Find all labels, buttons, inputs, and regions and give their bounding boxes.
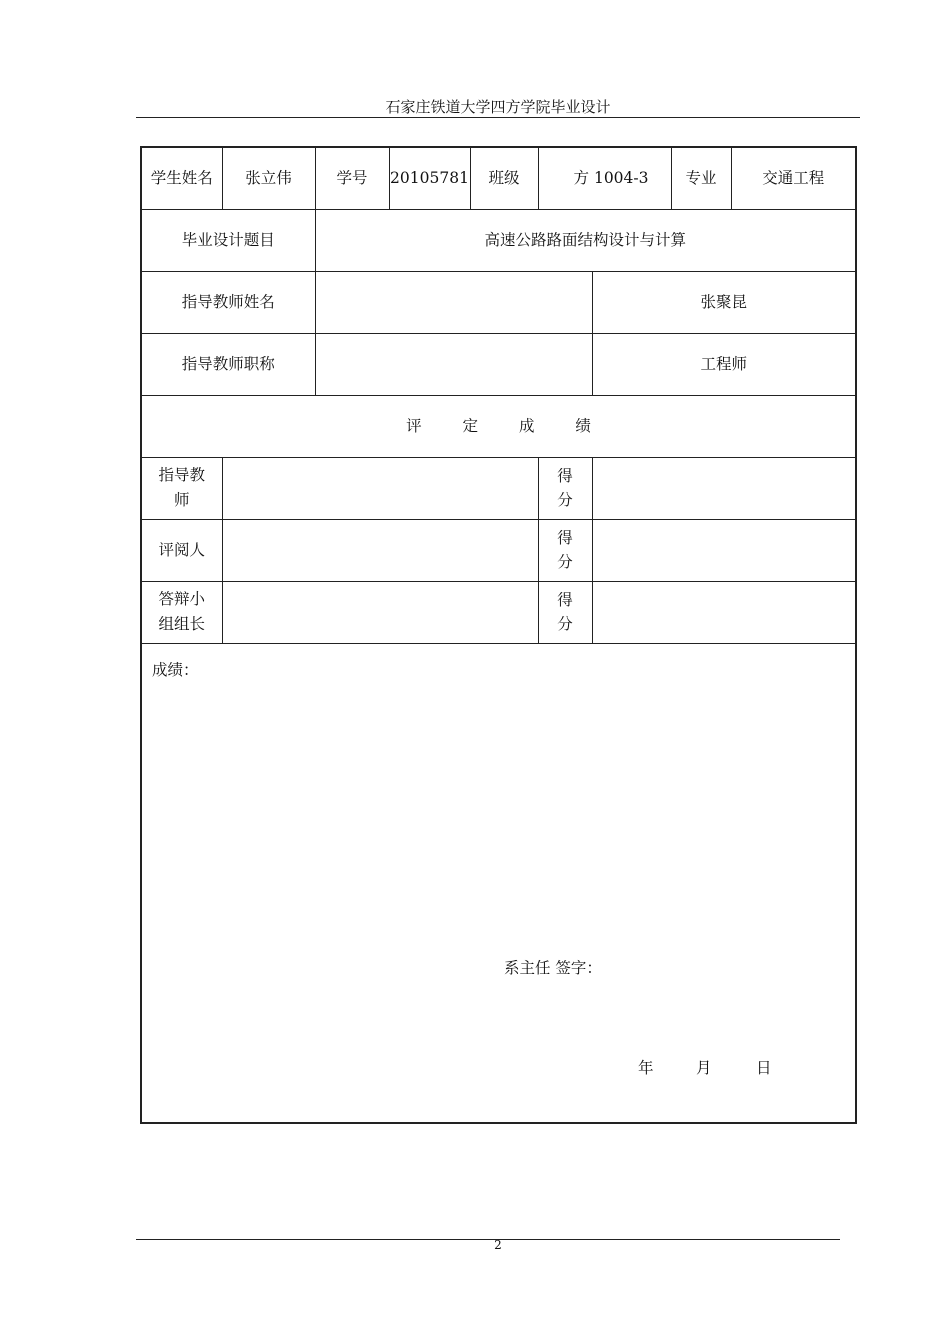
score-label-cell: [538, 457, 592, 519]
major-value: 交通工程: [731, 147, 856, 209]
score-role-defense-leader: 答辩小组组长: [158, 590, 205, 633]
class-value: 方 1004-3: [538, 147, 671, 209]
class-label: 班级: [470, 147, 538, 209]
evaluation-heading-row: [141, 395, 856, 457]
advisor-name-value: 张聚昆: [592, 271, 856, 333]
advisor-title-value: 工程师: [592, 333, 856, 395]
advisor-name-row: [141, 271, 856, 333]
score-role-cell: [141, 457, 222, 519]
score-row-advisor: [141, 457, 856, 519]
evaluation-form-table: [140, 146, 857, 1124]
advisor-name-label: 指导教师姓名: [141, 271, 315, 333]
score-label-cell: [538, 519, 592, 581]
score-row-reviewer: [141, 519, 856, 581]
major-label: 专业: [671, 147, 731, 209]
advisor-title-blank-cell: [315, 333, 592, 395]
advisor-name-blank-cell: [315, 271, 592, 333]
score-row-defense-leader: [141, 581, 856, 643]
score-label-advisor: 得分: [557, 467, 573, 509]
advisor-title-label: 指导教师职称: [141, 333, 315, 395]
page-header-title: 石家庄铁道大学四方学院毕业设计: [385, 98, 611, 116]
score-comment-cell: [222, 457, 538, 519]
thesis-title-label: 毕业设计题目: [141, 209, 315, 271]
department-head-signature-label: 系主任 签字：: [504, 958, 602, 977]
score-role-reviewer: 评阅人: [158, 540, 205, 559]
student-id-value: 20105781: [389, 147, 470, 209]
advisor-title-row: [141, 333, 856, 395]
score-comment-cell: [222, 519, 538, 581]
student-name-value: 张立伟: [222, 147, 315, 209]
thesis-row: [141, 209, 856, 271]
evaluation-heading: 评 定 成 绩: [141, 395, 856, 457]
header-rule: [136, 117, 860, 118]
page-number: 2: [494, 1238, 502, 1252]
score-value-defense-leader: [592, 581, 856, 643]
score-label-reviewer: 得分: [557, 529, 573, 571]
grade-cell: [141, 643, 856, 1123]
score-label-cell: [538, 581, 592, 643]
thesis-title-value: 高速公路路面结构设计与计算: [315, 209, 856, 271]
score-role-cell: [141, 519, 222, 581]
score-role-cell: [141, 581, 222, 643]
student-name-label: 学生姓名: [141, 147, 222, 209]
score-value-reviewer: [592, 519, 856, 581]
student-info-row: [141, 147, 856, 209]
date-year-label: 年: [638, 1058, 654, 1077]
score-label-defense-leader: 得分: [557, 591, 573, 633]
score-role-advisor: 指导教师: [158, 466, 205, 509]
score-comment-cell: [222, 581, 538, 643]
date-day-label: 日: [756, 1058, 772, 1077]
student-id-label: 学号: [315, 147, 389, 209]
score-value-advisor: [592, 457, 856, 519]
grade-row: [141, 643, 856, 1123]
date-month-label: 月: [696, 1058, 712, 1077]
grade-label: 成绩：: [152, 660, 199, 679]
